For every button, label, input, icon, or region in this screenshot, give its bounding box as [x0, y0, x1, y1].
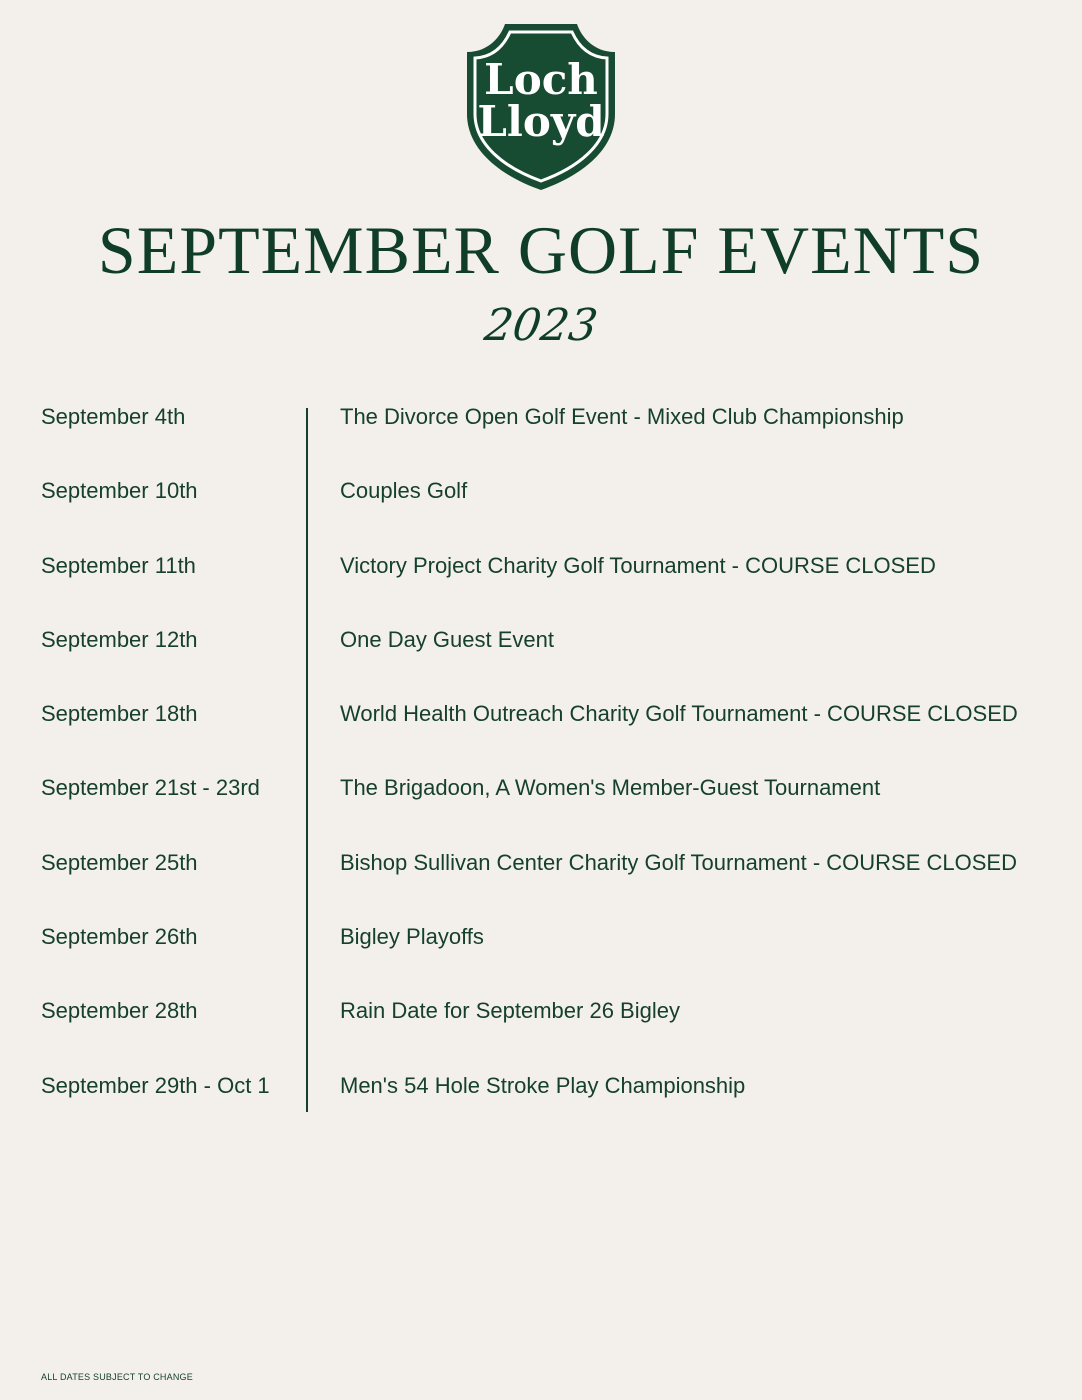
- logo-line-2: Lloyd: [477, 97, 605, 146]
- event-date: September 25th: [41, 849, 198, 875]
- event-date: September 28th: [41, 998, 198, 1024]
- event-row: [0, 1067, 1082, 1141]
- event-row: [0, 695, 1082, 769]
- event-name: Victory Project Charity Golf Tournament - COURSE CLOSED: [340, 552, 936, 578]
- event-name: One Day Guest Event: [340, 626, 554, 652]
- event-name: World Health Outreach Charity Golf Tournament - COURSE CLOSED: [340, 701, 1018, 727]
- events-list: [0, 398, 1082, 1141]
- event-name: Bigley Playoffs: [340, 924, 484, 950]
- logo-line-1: Loch: [484, 55, 598, 104]
- event-date: September 12th: [41, 626, 198, 652]
- event-name: The Divorce Open Golf Event - Mixed Club Championship: [340, 404, 904, 429]
- event-row: [0, 992, 1082, 1066]
- event-date: September 18th: [41, 701, 198, 727]
- page-year: 2023: [481, 300, 601, 351]
- loch-lloyd-logo: [459, 22, 623, 192]
- event-name: Rain Date for September 26 Bigley: [340, 998, 680, 1024]
- event-name: The Brigadoon, A Women's Member-Guest Tournament: [340, 775, 881, 801]
- footer-note: ALL DATES SUBJECT TO CHANGE: [41, 1372, 193, 1382]
- event-row: [0, 472, 1082, 546]
- event-date: September 10th: [41, 478, 198, 504]
- event-date: September 4th: [41, 404, 186, 429]
- event-date: September 26th: [41, 924, 198, 950]
- event-name: Men's 54 Hole Stroke Play Championship: [340, 1072, 746, 1098]
- event-row: [0, 769, 1082, 843]
- event-row: [0, 844, 1082, 918]
- page-title: SEPTEMBER GOLF EVENTS: [97, 212, 985, 288]
- event-date: September 21st - 23rd: [41, 775, 260, 801]
- event-row: [0, 918, 1082, 992]
- event-row: [0, 547, 1082, 621]
- event-row: [0, 398, 1082, 472]
- event-name: Couples Golf: [340, 478, 468, 504]
- event-date: September 29th - Oct 1: [41, 1072, 270, 1098]
- event-name: Bishop Sullivan Center Charity Golf Tournament - COURSE CLOSED: [340, 849, 1017, 875]
- event-row: [0, 621, 1082, 695]
- event-date: September 11th: [41, 552, 196, 578]
- shield-crest-icon: [459, 22, 623, 192]
